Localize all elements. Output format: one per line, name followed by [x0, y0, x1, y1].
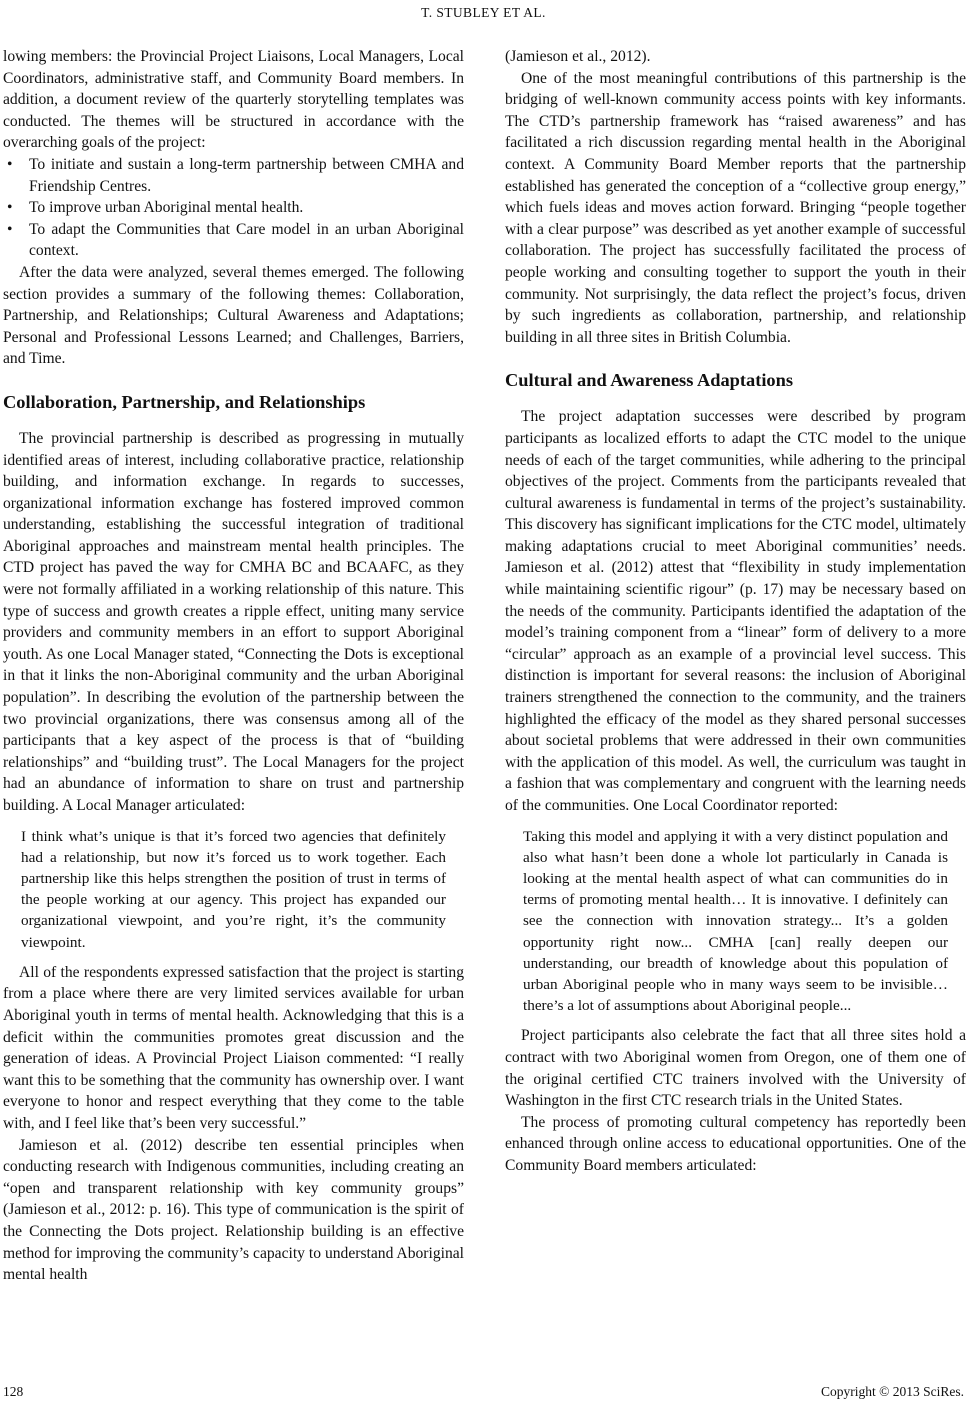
- paragraph: Jamieson et al. (2012) describe ten essential principles when conducting research with Indigenous communities, including creating an “open and transparent relationship with key community groups” (Jamieson et al., 2012: p. 16). This type of communication is the spirit of the Connecting the Dots project. Relationship building is an effective method for improving the community’s capacity to understand Aboriginal mental health: [3, 1136, 464, 1284]
- right-column: [505, 46, 966, 1177]
- block-quote: I think what’s unique is that it’s forced two agencies that definitely had a relationship, but now it’s forced us to work together. Each partnership like this helps strengthen the position of trust in terms of the people working at our agency. This project has expanded our organizational viewpoint, and you’re right, it’s the community viewpoint.: [21, 827, 446, 951]
- copyright-notice: Copyright © 2013 SciRes.: [820, 1384, 964, 1399]
- section-heading: Collaboration, Partnership, and Relationships: [3, 391, 366, 412]
- block-quote: Taking this model and applying it with a very distinct population and also what hasn’t been done a whole lot particularly in Canada is looking at the mental health aspect of what can communities do in terms of promoting mental health… It is innovative. I definitely can see the connection with innovation strategy... It’s a golden opportunity right now... CMHA [can] really deepen our understanding, our breadth of knowledge about this population of urban Aboriginal people who in many ways seem to be invisible…there’s a lot of assumptions about Aboriginal people...: [523, 827, 948, 1015]
- paragraph: lowing members: the Provincial Project Liaisons, Local Managers, Local Coordinators, administrative staff, and Community Board members. In addition, a document review of the quarterly storytelling templates was conducted. The themes will be structured in accordance with the overarching goals of the project:: [3, 48, 464, 152]
- list-item: • To adapt the Communities that Care model in an urban Aboriginal context.: [29, 219, 464, 262]
- paragraph: Project participants also celebrate the fact that all three sites hold a contract with two Aboriginal women from Oregon, one of them one of the original certified CTC trainers involved with the University of Washington in the first CTC research trials in the United States.: [505, 1027, 966, 1110]
- paragraph: One of the most meaningful contributions of this partnership is the bridging of well-known community access points with key informants. The CTD’s partnership framework has “raised awareness” and has facilitated a rich discussion regarding mental health in the Aboriginal context. A Community Board Member reports that the partnership established has generated the conception of a “collective group energy,” which fuels ideas and moves action forward. Bringing “people together with a clear purpose” was described as yet another example of successful collaboration. The project has successfully facilitated the process of people working and consulting together to support the youth in their community. Not surprisingly, the data reflect the project’s focus, driven by such ingredients as collaboration, partnership, and relationship building in all three sites in British Columbia.: [505, 69, 966, 346]
- paragraph: The provincial partnership is described as progressing in mutually identified areas of interest, including collaborative practice, relationship building, and information exchange. In regards to successes, organizational information exchange has fostered improved common understanding, establishing the successful integration of traditional Aboriginal approaches and mainstream mental health principles. The CTD project has paved the way for CMHA BC and BCAAFC, as they were not formally affiliated in a working relationship of this nature. This type of success and growth creates a ripple effect, uniting many service providers and community members in an effort to support Aboriginal youth. As one Local Manager stated, “Connecting the Dots is exceptional in that it links the non-Aboriginal community and the urban Aboriginal population”. In describing the evolution of the partnership between the two provincial organizations, there was consensus among all of the participants that a key aspect of the process is that of “building relationships” and “building trust”. The Local Managers for the project had an abundance of information to share on trust and partnership building. A Local Manager articulated:: [3, 429, 464, 814]
- paragraph: After the data were analyzed, several themes emerged. The following section provides a summary of the following themes: Collaboration, Partnership, and Relationships; Cultural Awareness and Adaptations; Personal and Professional Lessons Learned; and Challenges, Barriers, and Time.: [3, 263, 464, 368]
- running-head: T. STUBLEY ET AL.: [421, 5, 546, 20]
- paragraph: (Jamieson et al., 2012).: [505, 48, 651, 65]
- section-heading: Cultural and Awareness Adaptations: [505, 370, 794, 391]
- paragraph: The project adaptation successes were described by program participants as localized efforts to adapt the CTC model to the unique needs of each of the target communities, while adhering to the principal objectives of the project. Comments from the participants revealed that cultural awareness is fundamental in terms of the project’s sustainability. This discovery has significant implications for the CTC model, ultimately making adaptations crucial to meet Aboriginal communities’ needs. Jamieson et al. (2012) attest that “flexibility in study implementation while maintaining scientific rigour” (p. 17) may be necessary based on the needs of the community. Participants identified the adaptation of the model’s training component from a “linear” form of delivery to a more “circular” approach as an example of a provincial level success. This distinction is important for several reasons: the inclusion of Aboriginal trainers strengthened the connection to the community, and the trainers highlighted the efficacy of the model as they shared personal successes about societal problems that were addressed in their own communities with the application of this model. As well, the curriculum was taught in a fashion that was complementary and congruent with the learning needs of the communities. One Local Coordinator reported:: [505, 408, 966, 814]
- list-item: • To improve urban Aboriginal mental health.: [29, 197, 464, 219]
- page-number: 128: [3, 1384, 24, 1399]
- paragraph: All of the respondents expressed satisfaction that the project is starting from a place where there are very limited services available for urban Aboriginal youth in terms of mental health. Acknowledging that this is a deficit within the communities promotes great discussion and the generation of ideas. A Provincial Project Liaison commented: “I really want this to be something that the community has ownership over. I want everyone to honor and respect everything that they come to the table with, and I feel like that’s been very successful.”: [3, 963, 464, 1132]
- paragraph: The process of promoting cultural competency has reportedly been enhanced through online access to educational opportunities. One of the Community Board members articulated:: [505, 1113, 966, 1174]
- left-column: [3, 46, 464, 1286]
- list-item: • To initiate and sustain a long-term partnership between CMHA and Friendship Centres.: [29, 154, 464, 197]
- goals-list: [3, 154, 464, 262]
